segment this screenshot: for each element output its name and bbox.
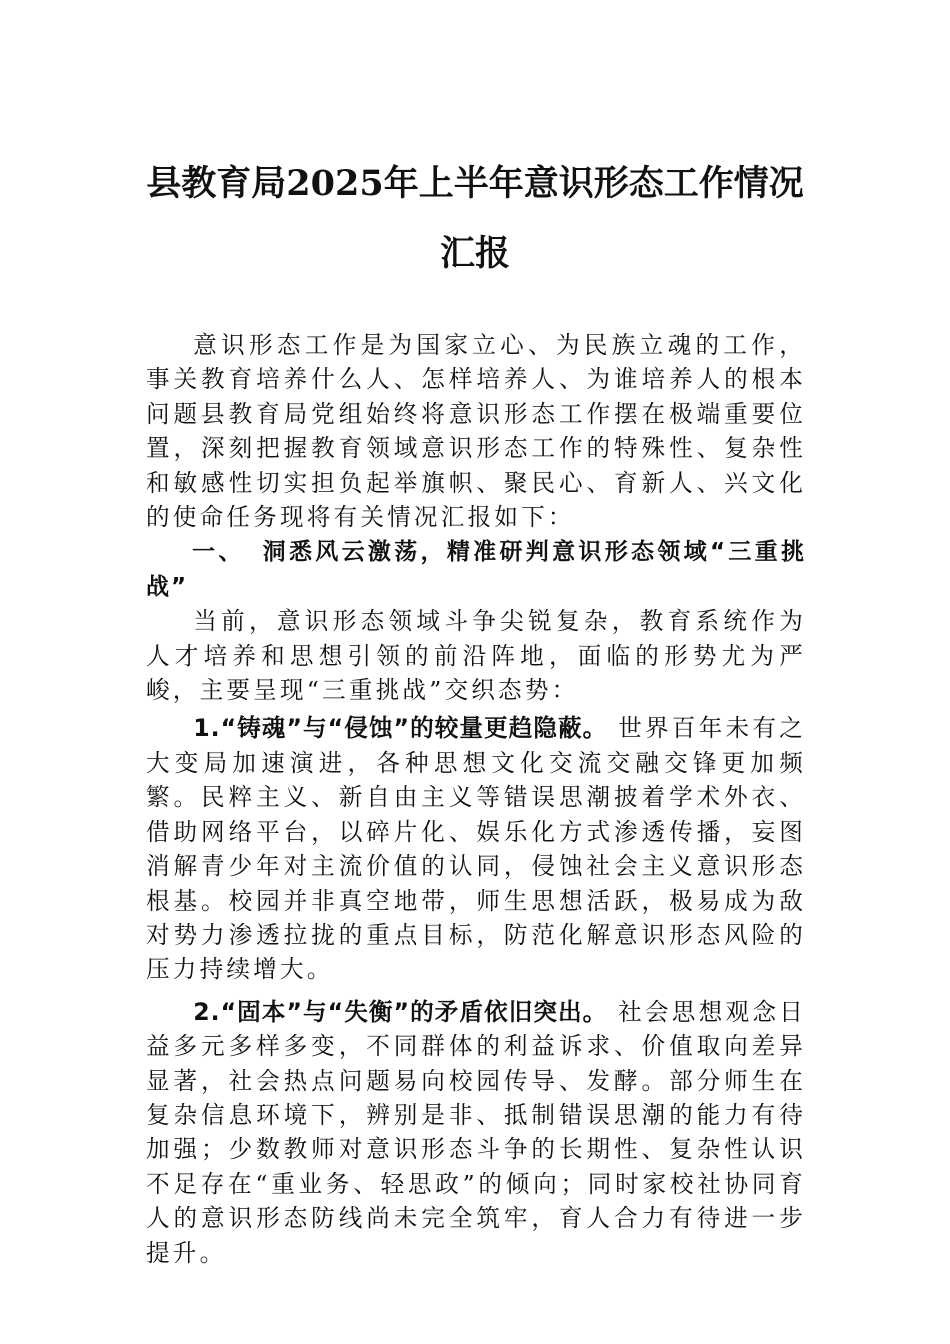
section-1-heading (146, 535, 806, 604)
item-2-lead: 2.“固本”与“失衡”的矛盾依旧突出。 (193, 997, 608, 1026)
document-title-line-1: 县教育局2025年上半年意识形态工作情况 (146, 163, 804, 204)
section-1-heading-text: 洞悉风云激荡，精准研判意识形态领域“三重挑战” (146, 539, 806, 600)
document-body (146, 328, 806, 1270)
item-1-lead: 1.“铸魂”与“侵蚀”的较量更趋隐蔽。 (193, 714, 608, 743)
section-1-item-2 (146, 995, 806, 1270)
intro-paragraph: 意识形态工作是为国家立心、为民族立魂的工作，事关教育培养什么人、怎样培养人、为谁培养人的根本问题县教育局党组始终将意识形态工作摆在极端重要位置，深刻把握教育领域意识形态工作的特殊性、复杂性和敏感性切实担负起举旗帜、聚民心、育新人、兴文化的使命任务现将有关情况汇报如下： (146, 331, 806, 532)
item-2-text: 社会思想观念日益多元多样多变，不同群体的利益诉求、价值取向差异显著，社会热点问题易向校园传导、发酵。部分师生在复杂信息环境下，辨别是非、抵制错误思潮的能力有待加强；少数教师对意识形态斗争的长期性、复杂性认识不足存在“重业务、轻思政”的倾向；同时家校社协同育人的意识形态防线尚未完全筑牢，育人合力有待进一步提升。 (146, 997, 807, 1267)
section-1-paragraph: 当前，意识形态领域斗争尖锐复杂，教育系统作为人才培养和思想引领的前沿阵地，面临的形势尤为严峻，主要呈现“三重挑战”交织态势： (146, 607, 806, 705)
document-title-line-2: 汇报 (439, 233, 510, 274)
section-1-item-1 (146, 711, 806, 986)
item-1-text: 世界百年未有之大变局加速演进，各种思想文化交流交融交锋更加频繁。民粹主义、新自由主义等错误思潮披着学术外衣、借助网络平台，以碎片化、娱乐化方式渗透传播，妄图消解青少年对主流价值的认同，侵蚀社会主义意识形态根基。校园并非真空地带，师生思想活跃，极易成为敌对势力渗透拉拢的重点目标，防范化解意识形态风险的压力持续增大。 (146, 714, 807, 984)
section-1-number: 一、 (192, 539, 245, 566)
